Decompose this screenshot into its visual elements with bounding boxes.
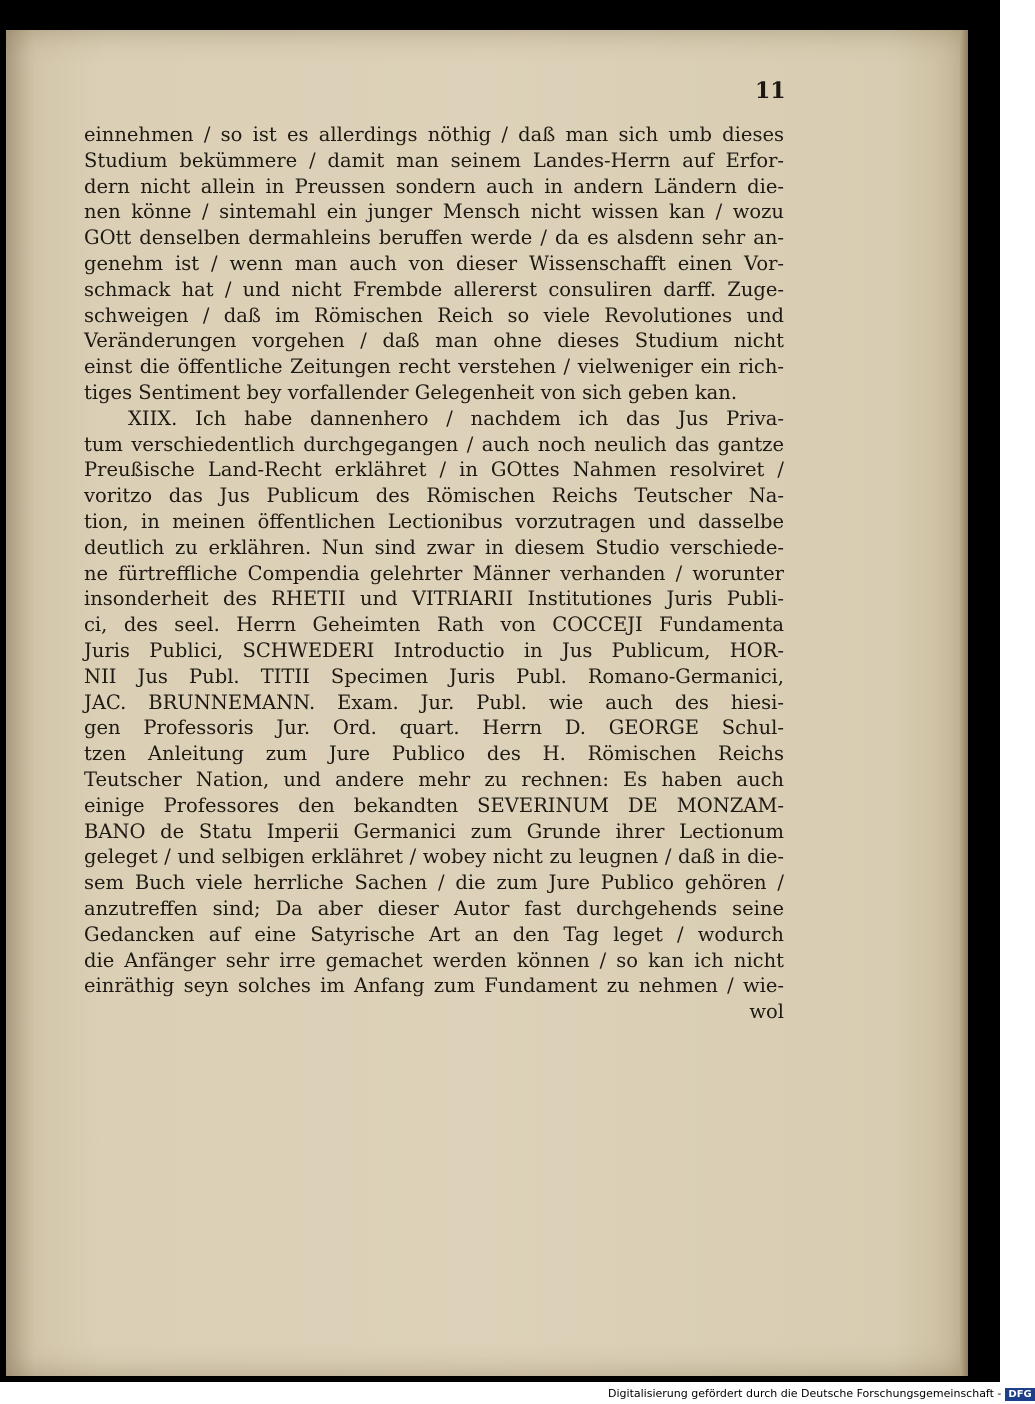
text-line: schmack hat / und nicht Frembde allererst consuliren darff. Zuge- bbox=[84, 277, 784, 301]
text-line: Preußische Land-Recht erklähret / in GOttes Nahmen resolviret / bbox=[84, 458, 784, 482]
text-block bbox=[84, 122, 784, 1025]
page-number: 11 bbox=[755, 78, 786, 104]
text-line: tum verschiedentlich durchgegangen / auch noch neulich das gantze bbox=[84, 432, 784, 456]
dfg-logo: DFG bbox=[1005, 1388, 1034, 1401]
text-line: die Anfänger sehr irre gemachet werden können / so kan ich nicht bbox=[84, 948, 784, 972]
text-line: tion, in meinen öffentlichen Lectionibus vorzutragen und dasselbe bbox=[84, 509, 784, 533]
text-line: einräthig seyn solches im Anfang zum Fundament zu nehmen / wie- bbox=[84, 974, 784, 998]
text-line: voritzo das Jus Publicum des Römischen Reichs Teutscher Na- bbox=[84, 484, 784, 508]
text-line: Studium bekümmere / damit man seinem Landes-Herrn auf Erfor- bbox=[84, 148, 784, 172]
text-line: insonderheit des RHETII und VITRIARII Institutiones Juris Publi- bbox=[84, 587, 784, 611]
text-line: einst die öffentliche Zeitungen recht verstehen / vielweniger ein rich- bbox=[84, 355, 784, 379]
text-line: XIIX. Ich habe dannenhero / nachdem ich das Jus Priva- bbox=[128, 406, 784, 430]
page-edge bbox=[960, 30, 968, 1376]
credit-text: Digitalisierung gefördert durch die Deutsche Forschungsgemeinschaft - bbox=[608, 1387, 1002, 1400]
digitization-credit bbox=[608, 1387, 1035, 1401]
text-line: Veränderungen vorgehen / daß man ohne dieses Studium nicht bbox=[84, 329, 784, 353]
text-line: einige Professores den bekandten SEVERINUM DE MONZAM- bbox=[84, 793, 784, 817]
text-line: Teutscher Nation, und andere mehr zu rechnen: Es haben auch bbox=[84, 767, 784, 791]
catchword: wol bbox=[749, 1000, 784, 1024]
text-line: deutlich zu erklähren. Nun sind zwar in diesem Studio verschiede- bbox=[84, 535, 784, 559]
text-line: GOtt denselben dermahleins beruffen werde / da es alsdenn sehr an- bbox=[84, 226, 784, 250]
text-line: tiges Sentiment bey vorfallender Gelegenheit von sich geben kan. bbox=[84, 380, 738, 404]
text-line: gen Professoris Jur. Ord. quart. Herrn D. GEORGE Schul- bbox=[84, 716, 784, 740]
text-line: JAC. BRUNNEMANN. Exam. Jur. Publ. wie auch des hiesi- bbox=[84, 690, 784, 714]
text-line: anzutreffen sind; Da aber dieser Autor fast durchgehends seine bbox=[84, 896, 784, 920]
text-line: sem Buch viele herrliche Sachen / die zum Jure Publico gehören / bbox=[84, 871, 784, 895]
text-line: einnehmen / so ist es allerdings nöthig / daß man sich umb dieses bbox=[84, 123, 784, 146]
text-line: BANO de Statu Imperii Germanici zum Grunde ihrer Lectionum bbox=[84, 819, 784, 843]
text-line: ne fürtreffliche Compendia gelehrter Männer verhanden / worunter bbox=[84, 561, 784, 585]
text-line: Gedancken auf eine Satyrische Art an den Tag leget / wodurch bbox=[84, 922, 784, 946]
text-line: geleget / und selbigen erklähret / wobey nicht zu leugnen / daß in die- bbox=[84, 845, 784, 869]
text-line: NII Jus Publ. TITII Specimen Juris Publ. Romano-Germanici, bbox=[84, 664, 784, 688]
text-line: genehm ist / wenn man auch von dieser Wissenschafft einen Vor- bbox=[84, 251, 784, 275]
text-line: Juris Publici, SCHWEDERI Introductio in Jus Publicum, HOR- bbox=[84, 638, 784, 662]
text-line: nen könne / sintemahl ein junger Mensch nicht wissen kan / wozu bbox=[84, 200, 784, 224]
text-line: ci, des seel. Herrn Geheimten Rath von COCCEJI Fundamenta bbox=[84, 613, 784, 637]
text-line: tzen Anleitung zum Jure Publico des H. Römischen Reichs bbox=[84, 742, 784, 766]
text-line: dern nicht allein in Preussen sondern auch in andern Ländern die- bbox=[84, 174, 784, 198]
text-line: schweigen / daß im Römischen Reich so viele Revolutiones und bbox=[84, 303, 784, 327]
